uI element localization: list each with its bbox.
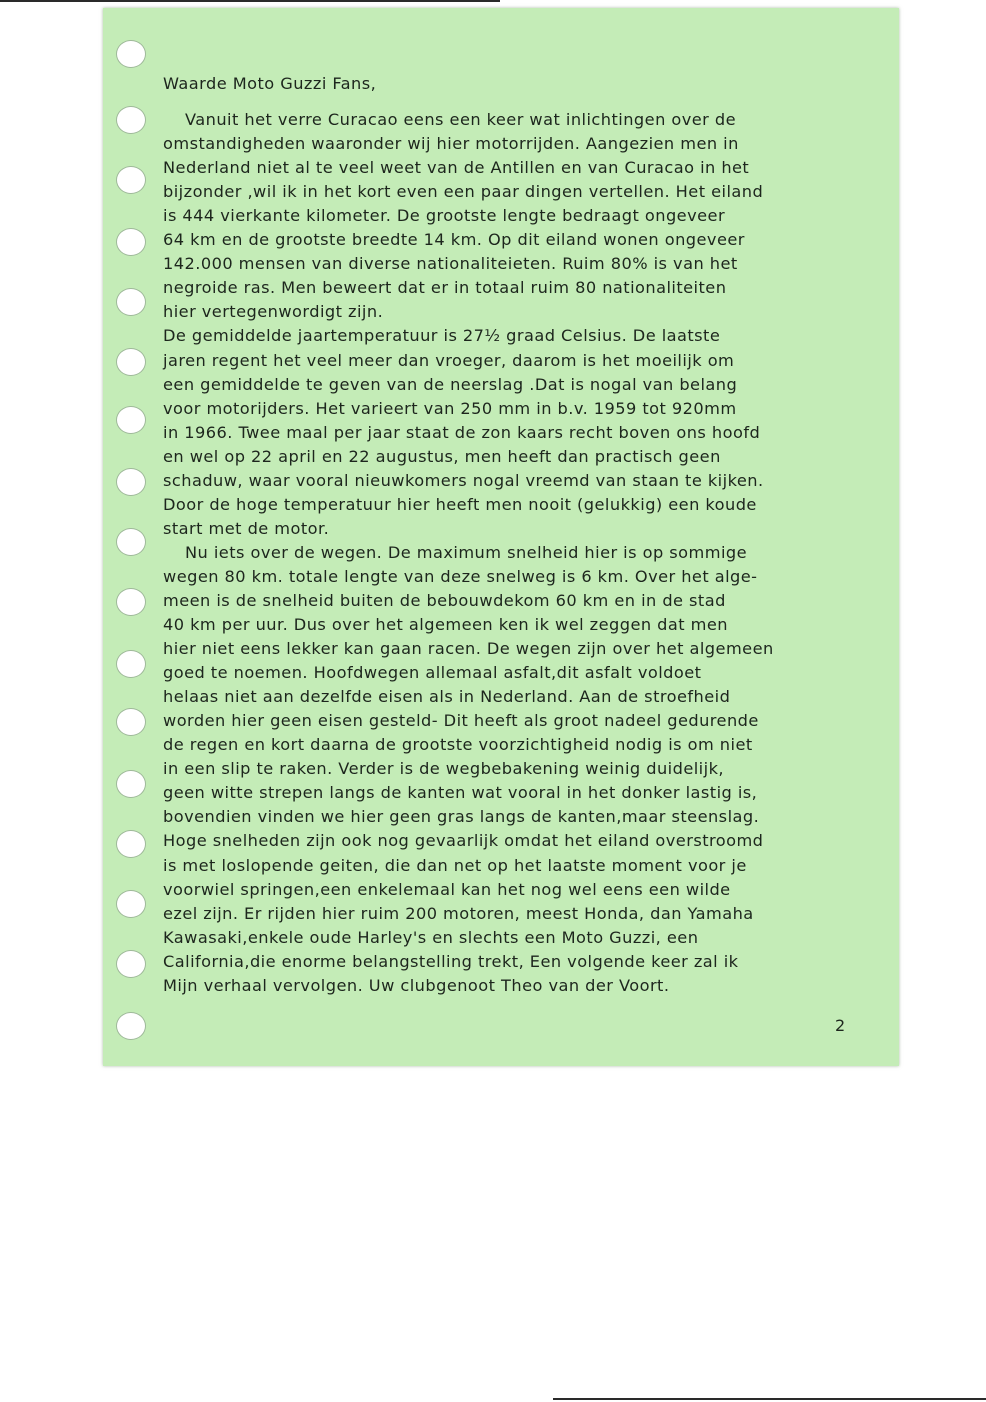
letter-line: bijzonder ,wil ik in het kort even een paar dingen vertellen. Het eiland xyxy=(163,182,764,202)
letter-line: in 1966. Twee maal per jaar staat de zon kaars recht boven ons hoofd xyxy=(163,422,761,442)
salutation: Waarde Moto Guzzi Fans, xyxy=(163,74,377,93)
letter-line: Kawasaki,enkele oude Harley's en slechts een Moto Guzzi, een xyxy=(163,927,699,947)
letter-line: De gemiddelde jaartemperatuur is 27½ graad Celsius. De laatste xyxy=(163,326,721,346)
letter-line: 142.000 mensen van diverse nationaliteieten. Ruim 80% is van het xyxy=(163,254,738,274)
letter-line: omstandigheden waaronder wij hier motorrijden. Aangezien men in xyxy=(163,134,739,154)
letter-line: negroide ras. Men beweert dat er in totaal ruim 80 nationaliteiten xyxy=(163,278,727,298)
letter-line: meen is de snelheid buiten de bebouwdekom 60 km en in de stad xyxy=(163,590,726,610)
letter-line: geen witte strepen langs de kanten wat vooral in het donker lastig is, xyxy=(163,783,758,803)
binder-hole xyxy=(116,166,146,194)
binder-hole xyxy=(116,528,146,556)
letter-line: Mijn verhaal vervolgen. Uw clubgenoot Theo van der Voort. xyxy=(163,975,670,995)
letter-line: Door de hoge temperatuur hier heeft men nooit (gelukkig) een koude xyxy=(163,494,757,514)
letter-line: bovendien vinden we hier geen gras langs de kanten,maar steenslag. xyxy=(163,807,760,827)
letter-body xyxy=(163,72,863,998)
letter-line: en wel op 22 april en 22 augustus, men heeft dan practisch geen xyxy=(163,446,721,466)
letter-line: jaren regent het veel meer dan vroeger, daarom is het moeilijk om xyxy=(163,350,735,370)
binder-hole xyxy=(116,348,146,376)
binder-hole xyxy=(116,830,146,858)
letter-line: Nu iets over de wegen. De maximum snelheid hier is op sommige xyxy=(185,542,748,562)
binder-hole xyxy=(116,890,146,918)
letter-line: schaduw, waar vooral nieuwkomers nogal vreemd van staan te kijken. xyxy=(163,470,764,490)
letter-line: in een slip te raken. Verder is de wegbebakening weinig duidelijk, xyxy=(163,759,724,779)
binder-hole xyxy=(116,650,146,678)
letter-line: wegen 80 km. totale lengte van deze snelweg is 6 km. Over het alge- xyxy=(163,566,758,586)
letter-line: ezel zijn. Er rijden hier ruim 200 motoren, meest Honda, dan Yamaha xyxy=(163,903,754,923)
letter-line: een gemiddelde te geven van de neerslag .Dat is nogal van belang xyxy=(163,374,738,394)
binder-hole xyxy=(116,288,146,316)
letter-line: California,die enorme belangstelling trekt, Een volgende keer zal ik xyxy=(163,951,739,971)
binder-hole xyxy=(116,770,146,798)
binder-hole xyxy=(116,708,146,736)
page-number: 2 xyxy=(835,1016,846,1035)
binder-hole xyxy=(116,588,146,616)
binder-hole xyxy=(116,228,146,256)
letter-line: hier niet eens lekker kan gaan racen. De wegen zijn over het algemeen xyxy=(163,639,774,659)
binder-hole xyxy=(116,40,146,68)
binder-hole xyxy=(116,406,146,434)
binder-hole xyxy=(116,1012,146,1040)
letter-line: start met de motor. xyxy=(163,518,330,538)
letter-line: de regen en kort daarna de grootste voorzichtigheid nodig is om niet xyxy=(163,735,753,755)
letter-line: worden hier geen eisen gesteld- Dit heeft als groot nadeel gedurende xyxy=(163,711,759,731)
letter-line: Nederland niet al te veel weet van de Antillen en van Curacao in het xyxy=(163,158,750,178)
letter-line: Hoge snelheden zijn ook nog gevaarlijk omdat het eiland overstroomd xyxy=(163,831,764,851)
letter-line: helaas niet aan dezelfde eisen als in Nederland. Aan de stroefheid xyxy=(163,687,731,707)
top-edge-line xyxy=(0,0,500,2)
letter-line: goed te noemen. Hoofdwegen allemaal asfalt,dit asfalt voldoet xyxy=(163,663,702,683)
letter-line: 64 km en de grootste breedte 14 km. Op dit eiland wonen ongeveer xyxy=(163,230,745,250)
binder-hole xyxy=(116,106,146,134)
letter-line: hier vertegenwordigt zijn. xyxy=(163,302,384,322)
letter-line: 40 km per uur. Dus over het algemeen ken ik wel zeggen dat men xyxy=(163,615,729,635)
binder-hole xyxy=(116,468,146,496)
letter-line: is 444 vierkante kilometer. De grootste lengte bedraagt ongeveer xyxy=(163,206,726,226)
letter-line: Vanuit het verre Curacao eens een keer wat inlichtingen over de xyxy=(185,110,737,130)
paragraph-gap xyxy=(163,96,863,108)
binder-hole xyxy=(116,950,146,978)
bottom-edge-line xyxy=(553,1398,986,1400)
green-letter-sheet xyxy=(103,8,899,1066)
letter-line: voor motorijders. Het varieert van 250 mm in b.v. 1959 tot 920mm xyxy=(163,398,737,418)
letter-line: voorwiel springen,een enkelemaal kan het nog wel eens een wilde xyxy=(163,879,731,899)
letter-line: is met loslopende geiten, die dan net op het laatste moment voor je xyxy=(163,855,747,875)
